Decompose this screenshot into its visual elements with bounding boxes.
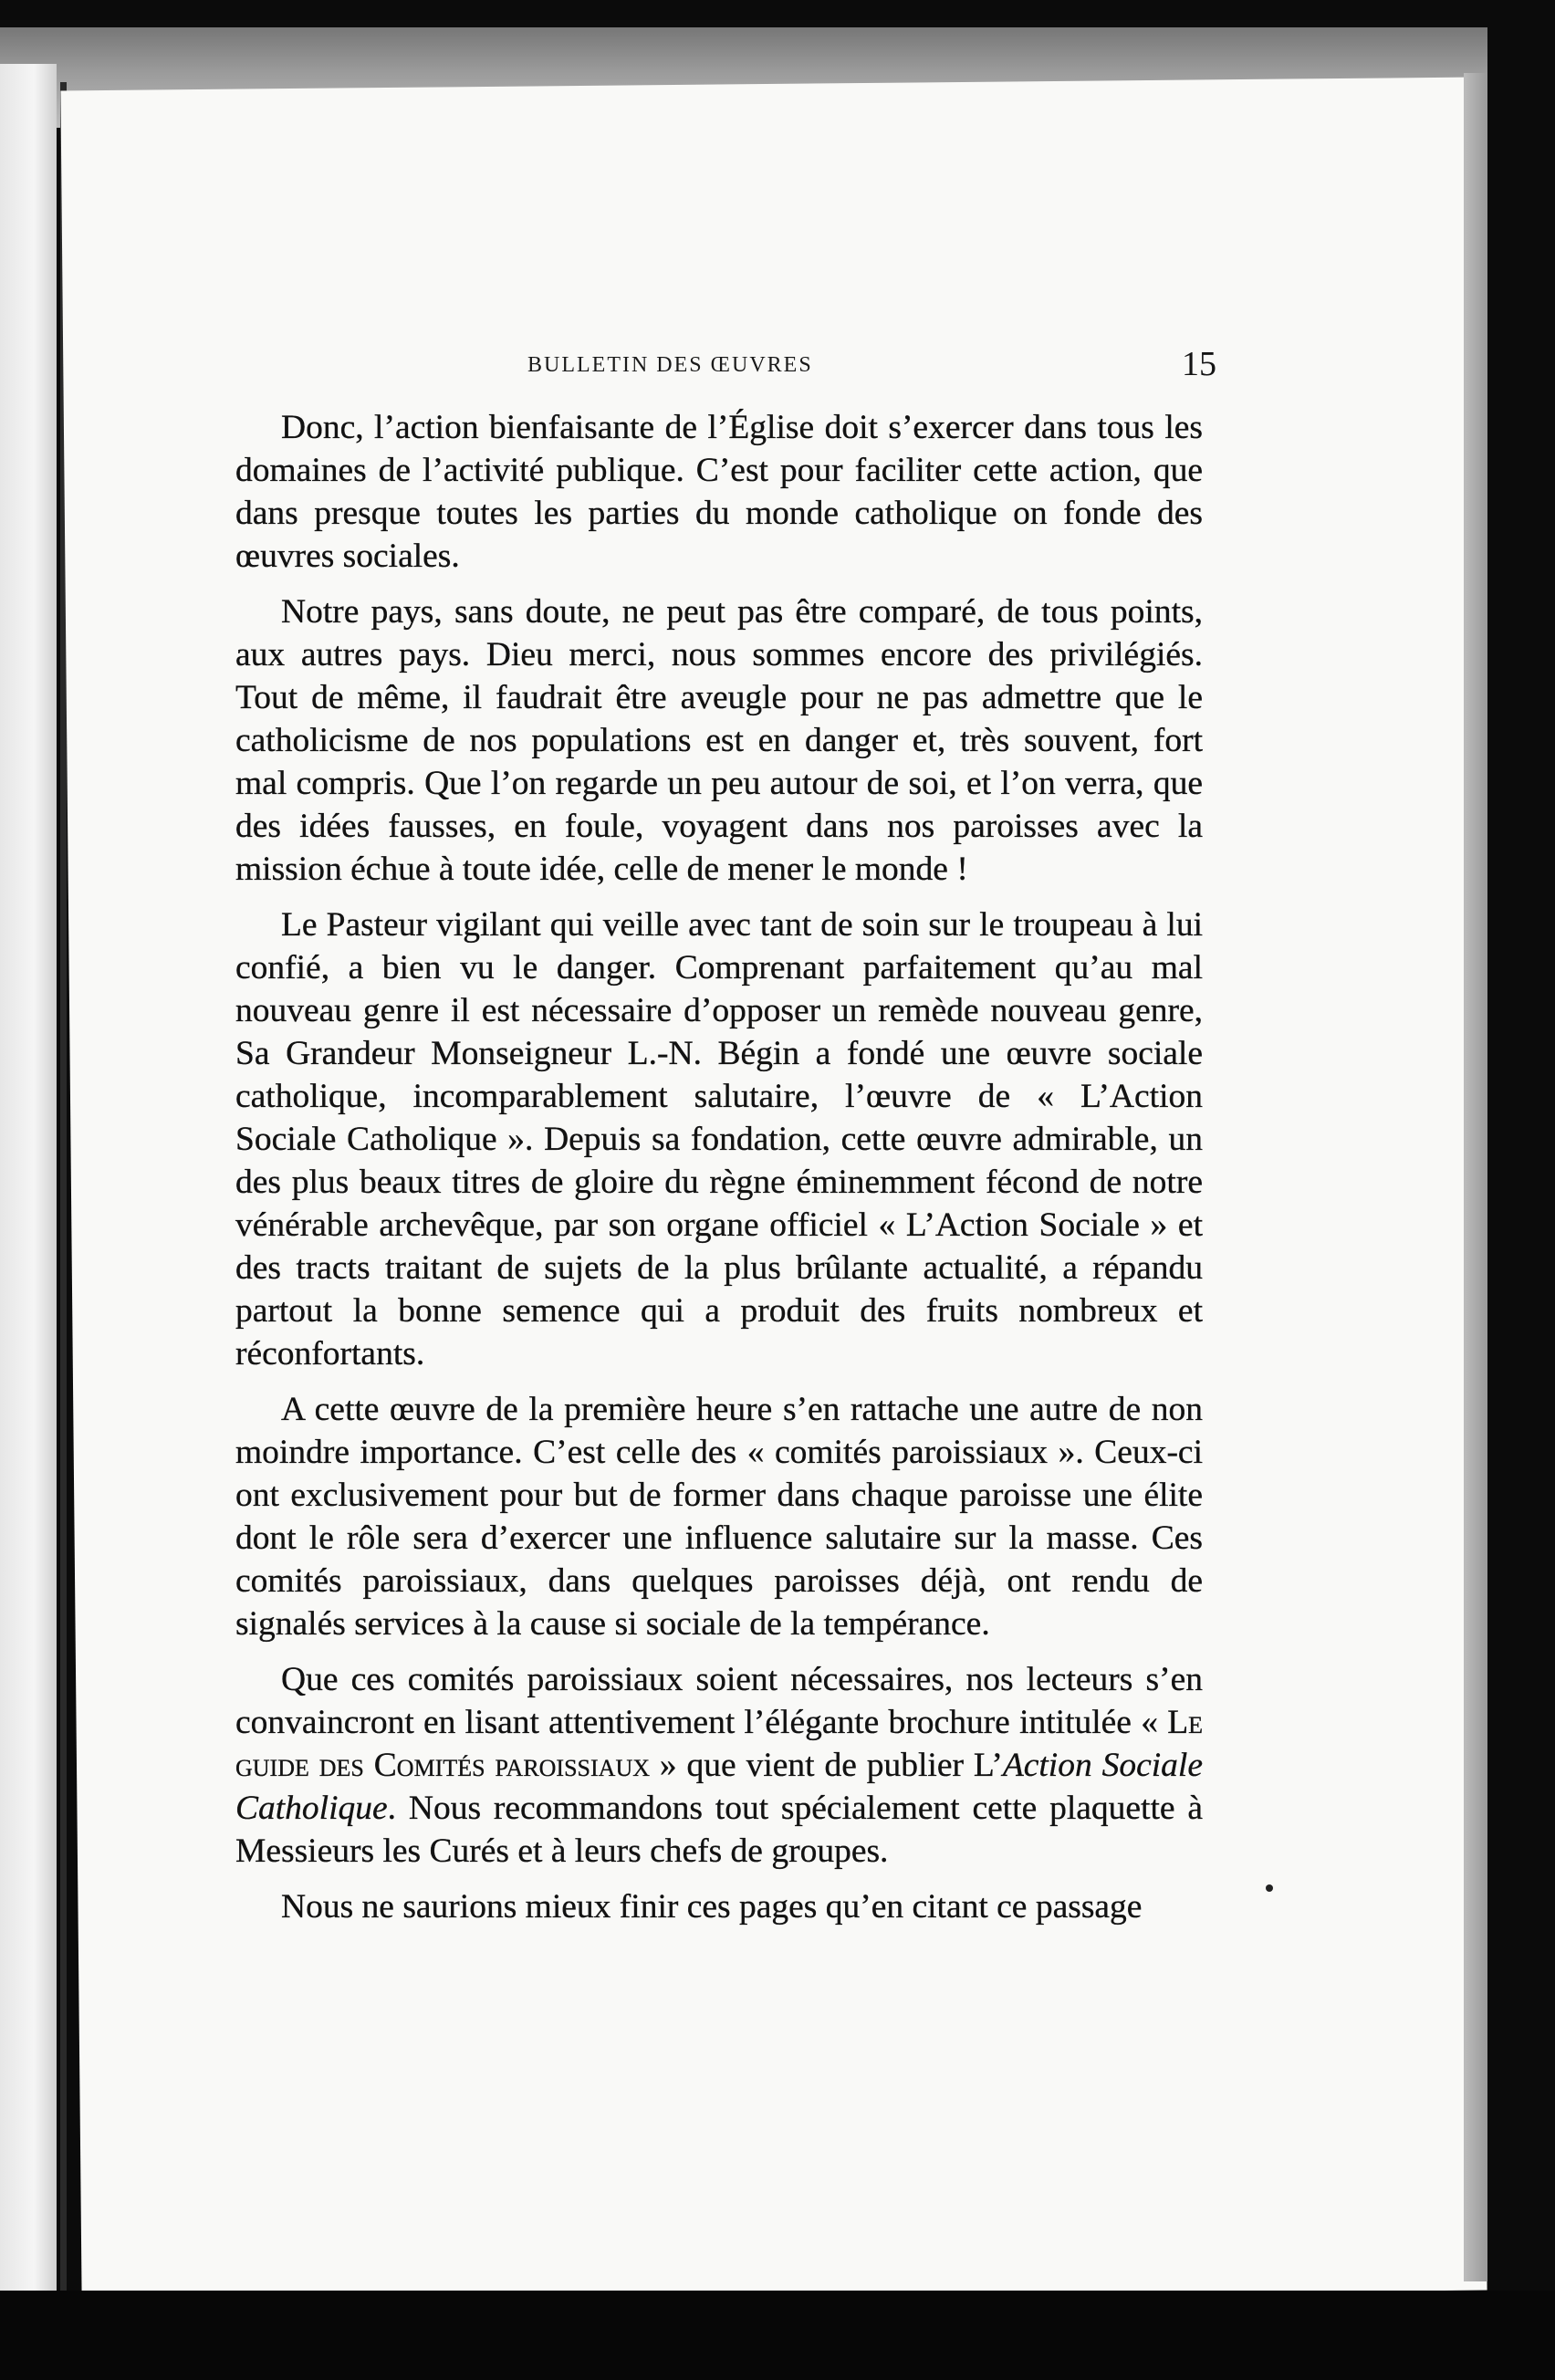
- running-title: BULLETIN DES ŒUVRES: [527, 353, 813, 377]
- body-text: [235, 406, 1203, 1928]
- text-run: . Nous recommandons tout spécialement cette plaquette à Messieurs les Curés et à leurs chefs de groupes.: [235, 1790, 1203, 1870]
- scan-speck: [1266, 1884, 1273, 1892]
- page-number: 15: [1182, 345, 1216, 383]
- paragraph: Donc, l’action bienfaisante de l’Église doit s’exercer dans tous les domaines de l’activité publique. C’est pour faciliter cette action, que dans presque toutes les parties du monde catholique on fonde des œuvres sociales.: [235, 409, 1203, 575]
- paragraph: Nous ne saurions mieux finir ces pages qu’en citant ce passage: [281, 1888, 1143, 1926]
- page-edge-right: [1464, 73, 1487, 2281]
- facing-page-edge: [0, 64, 57, 2291]
- publisher-name: Action Sociale Catholique: [235, 1747, 1203, 1827]
- paragraph: A cette œuvre de la première heure s’en rattache une autre de non moindre importance. C’est celle des « comités paroissiaux ». Ceux-ci ont exclusivement pour but de former dans chaque paroisse une élite dont le rôle sera d’exercer une influence salutaire sur la masse. Ces comités paroissiaux, dans quelques paroisses déjà, ont rendu de signalés services à la cause si sociale de la tempérance.: [235, 1391, 1203, 1643]
- paragraph: Le Pasteur vigilant qui veille avec tant de soin sur le troupeau à lui confié, a bien vu le danger. Comprenant parfaitement qu’au mal nouveau genre il est nécessaire d’opposer un remède nouveau genre, Sa Grandeur Monseigneur L.-N. Bégin a fondé une œuvre sociale catholique, incomparablement salutaire, l’œuvre de « L’Action Sociale Catholique ». Depuis sa fondation, cette œuvre admirable, un des plus beaux titres de gloire du règne éminemment fécond de notre vénérable archevêque, par son organe officiel « L’Action Sociale » et des tracts traitant de sujets de la plus brûlante actualité, a répandu partout la bonne semence qui a produit des fruits nombreux et réconfortants.: [235, 906, 1203, 1373]
- scan-bottom-edge: [0, 2291, 1555, 2380]
- paragraph: Notre pays, sans doute, ne peut pas être comparé, de tous points, aux autres pays. Dieu merci, nous sommes encore des privilégiés. Tout de même, il faudrait être aveugle pour ne pas admettre que le catholicisme de nos populations est en danger et, très souvent, fort mal compris. Que l’on regarde un peu autour de soi, et l’on verra, que des idées fausses, en foule, voyagent dans nos paroisses avec la mission échue à toute idée, celle de mener le monde !: [235, 593, 1203, 888]
- paragraph: [235, 1658, 1203, 1873]
- text-run: » que vient de publier L’: [650, 1747, 1003, 1784]
- brochure-title: Le guide des Comités paroissiaux: [235, 1704, 1203, 1784]
- page-header: [468, 345, 1216, 404]
- text-run: Que ces comités paroissiaux soient nécessaires, nos lecteurs s’en convaincront en lisant attentivement l’élégante brochure intitulée «: [235, 1661, 1203, 1741]
